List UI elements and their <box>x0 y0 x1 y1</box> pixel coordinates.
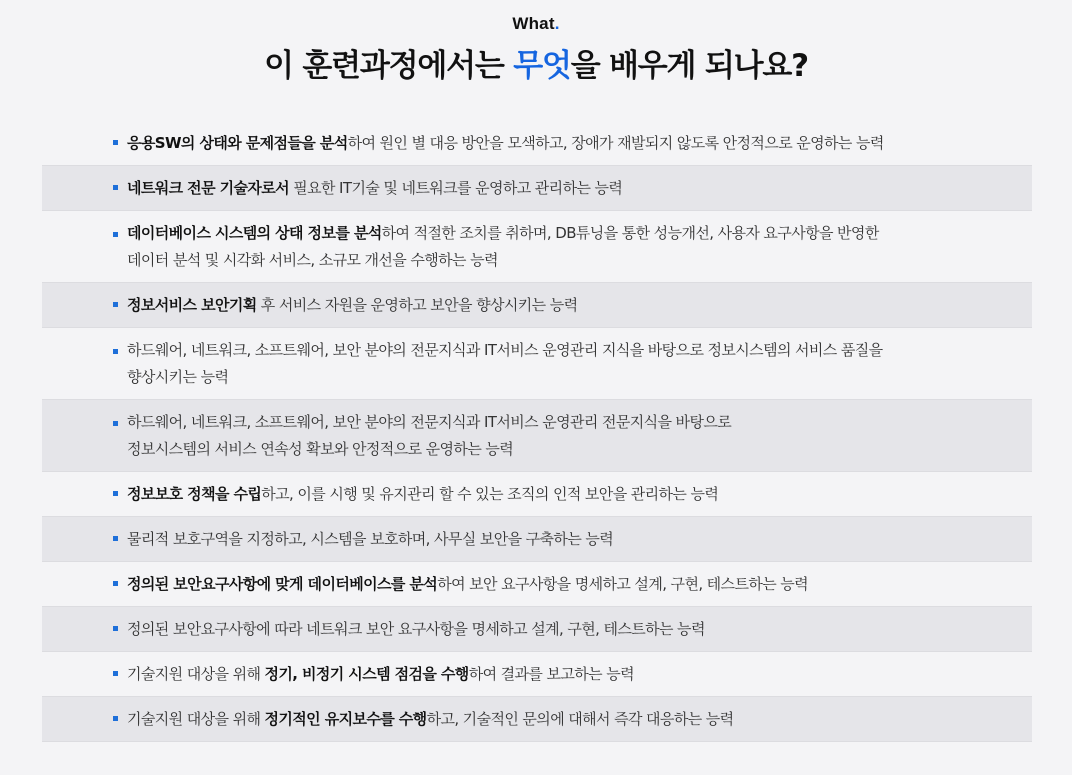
list-item-text <box>127 661 634 688</box>
list-item <box>42 166 1032 211</box>
list-item-line <box>127 247 879 274</box>
list-item-text <box>127 337 883 391</box>
body-text: 필요한 IT기술 및 네트워크를 운영하고 관리하는 능력 <box>289 178 623 197</box>
emphasis-text: 정기, 비정기 시스템 점검을 수행 <box>264 664 469 683</box>
body-text: 하드웨어, 네트워크, 소프트웨어, 보안 분야의 전문지식과 IT서비스 운영관리 지식을 바탕으로 정보시스템의 서비스 품질을 <box>127 340 883 359</box>
list-item <box>42 400 1032 472</box>
emphasis-text: 정보보호 정책을 수립 <box>127 484 262 503</box>
list-item-line <box>127 616 705 643</box>
body-text: 데이터 분석 및 시각화 서비스, 소규모 개선을 수행하는 능력 <box>127 250 498 269</box>
list-item-text <box>127 220 879 274</box>
list-item-line <box>127 337 883 364</box>
list-item <box>42 472 1032 517</box>
list-item-text <box>127 706 734 733</box>
bullet-square-icon <box>113 421 118 426</box>
body-text: 하여 적절한 조치를 취하며, DB튜닝을 통한 성능개선, 사용자 요구사항을 반영한 <box>381 223 879 242</box>
bullet-square-icon <box>113 232 118 237</box>
list-item-line <box>127 436 731 463</box>
emphasis-text: 응용SW의 상태와 문제점들을 분석 <box>127 133 348 152</box>
title-accent: 무엇 <box>513 48 571 84</box>
list-item-line <box>127 571 808 598</box>
list-item-text <box>127 409 731 463</box>
list-item-text <box>127 292 578 319</box>
bullet-square-icon <box>113 671 118 676</box>
emphasis-text: 정의된 보안요구사항에 맞게 데이터베이스를 분석 <box>127 574 438 593</box>
emphasis-text: 네트워크 전문 기술자로서 <box>127 178 290 197</box>
eyebrow-label: What. <box>512 14 560 33</box>
bullet-square-icon <box>113 140 118 145</box>
list-item-text <box>127 526 613 553</box>
list-item-line <box>127 175 622 202</box>
emphasis-text: 정기적인 유지보수를 수행 <box>264 709 427 728</box>
competency-list <box>42 121 1032 742</box>
body-text: 하여 원인 별 대응 방안을 모색하고, 장애가 재발되지 않도록 안정적으로 운영하는 능력 <box>347 133 884 152</box>
list-item <box>42 283 1032 328</box>
list-item-line <box>127 526 613 553</box>
body-text: 물리적 보호구역을 지정하고, 시스템을 보호하며, 사무실 보안을 구축하는 능력 <box>127 529 614 548</box>
bullet-square-icon <box>113 491 118 496</box>
bullet-square-icon <box>113 185 118 190</box>
emphasis-text: 정보서비스 보안기획 <box>127 295 257 314</box>
list-item-text <box>127 481 718 508</box>
list-item-line <box>127 220 879 247</box>
bullet-square-icon <box>113 626 118 631</box>
list-item-line <box>127 706 734 733</box>
body-text: 하여 보안 요구사항을 명세하고 설계, 구현, 테스트하는 능력 <box>437 574 809 593</box>
body-text: 향상시키는 능력 <box>127 367 229 386</box>
bullet-square-icon <box>113 302 118 307</box>
list-item-line <box>127 292 578 319</box>
body-text: 기술지원 대상을 위해 <box>127 664 265 683</box>
body-text: 정의된 보안요구사항에 따라 네트워크 보안 요구사항을 명세하고 설계, 구현, 테스트하는 능력 <box>127 619 705 638</box>
list-item-line <box>127 661 634 688</box>
list-item-text <box>127 571 808 598</box>
bullet-square-icon <box>113 536 118 541</box>
page-title: 이 훈련과정에서는 무엇을 배우게 되나요? <box>264 48 808 84</box>
list-item <box>42 607 1032 652</box>
emphasis-text: 데이터베이스 시스템의 상태 정보를 분석 <box>127 223 382 242</box>
list-item-text <box>127 616 705 643</box>
body-text: 하고, 기술적인 문의에 대해서 즉각 대응하는 능력 <box>426 709 734 728</box>
bullet-square-icon <box>113 349 118 354</box>
body-text: 하드웨어, 네트워크, 소프트웨어, 보안 분야의 전문지식과 IT서비스 운영관리 전문지식을 바탕으로 <box>127 412 732 431</box>
list-item <box>42 211 1032 283</box>
list-item <box>42 328 1032 400</box>
body-text: 기술지원 대상을 위해 <box>127 709 265 728</box>
body-text: 하고, 이를 시행 및 유지관리 할 수 있는 조직의 인적 보안을 관리하는 능력 <box>261 484 719 503</box>
list-item-line <box>127 364 883 391</box>
body-text: 후 서비스 자원을 운영하고 보안을 향상시키는 능력 <box>256 295 578 314</box>
list-item <box>42 697 1032 742</box>
list-item-line <box>127 130 884 157</box>
list-item-line <box>127 409 731 436</box>
body-text: 하여 결과를 보고하는 능력 <box>468 664 634 683</box>
bullet-square-icon <box>113 581 118 586</box>
body-text: 정보시스템의 서비스 연속성 확보와 안정적으로 운영하는 능력 <box>127 439 514 458</box>
list-item-text <box>127 175 622 202</box>
list-item-line <box>127 481 718 508</box>
list-item <box>42 517 1032 562</box>
list-item-text <box>127 130 884 157</box>
list-item <box>42 652 1032 697</box>
header <box>0 0 1072 85</box>
list-item <box>42 562 1032 607</box>
list-item <box>42 121 1032 166</box>
bullet-square-icon <box>113 716 118 721</box>
